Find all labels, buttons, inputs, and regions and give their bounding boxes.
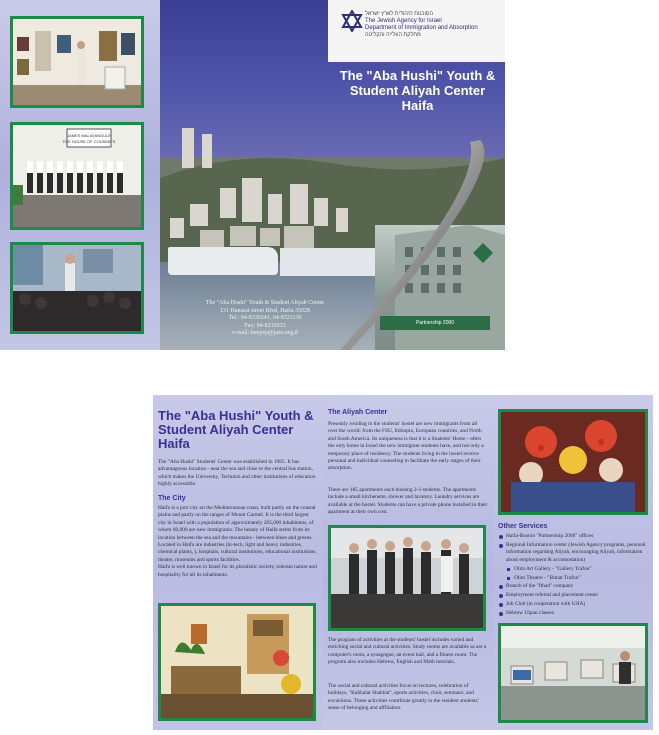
service-item: Hebrew Ulpan classes	[498, 610, 650, 617]
service-sub-item: Olim Art Gallery - "Gallery Trafon"	[498, 566, 650, 573]
contact-phone: Tel.: 04-8330241, 04-8321130	[228, 315, 302, 321]
cover-contact	[165, 300, 365, 338]
service-item: Branch of the "Ithad" company	[498, 583, 650, 590]
city-paragraph: Located in Haifa are industries (hi-tech, light and heavy industries, chemical plants, ), hospitals, cultural institutions, educational institutions, theater, museums and sports facilities.	[158, 542, 317, 563]
photo-audience-meeting	[10, 242, 144, 334]
inside-column-3	[493, 395, 653, 730]
city-heading: The City	[158, 495, 186, 502]
center-paragraph: The social and cultural activities focus on lectures, celebration of holidays, "Kabbalat Shabbat", sports activities, choir, seminars, and excursions. These activities contribute greatly to the resident students' sense of belonging and affiliation.	[328, 683, 479, 712]
outside-left-panel	[0, 0, 160, 350]
city-paragraph: Haifa is a port city on the Mediterranean coast, built partly on the coastal plains and partly on the ranges of Mount Carmel. It is the third largest city in Israel with a population of approximately 265,000 inhabitants, of whom 60,000 are new immigrants. The beauty of Haifa stems from its location between the sea and the mountains - between blues and greens.	[158, 505, 316, 541]
contact-email: e-mail: benyep@jazo.org.il	[232, 330, 298, 336]
photo-stage-performance	[10, 122, 144, 230]
contact-name: The "Aba Hushi" Youth & Student Aliyah Center	[205, 300, 325, 306]
city-section	[158, 505, 318, 579]
brochure-outside	[0, 0, 659, 350]
org-department-hebrew: מחלקת העלייה והקליטה	[365, 32, 421, 38]
service-item: Employment referral and placement center	[498, 592, 650, 599]
jewish-agency-logo-icon	[341, 10, 363, 32]
center-paragraph: The program of activities at the students' hostel includes varied and enriching social and cultural activities. Study rooms are available as are a computer's room, a synagogue, an event hall, and a fitness room. The program also includes Hebrew, English and Math tutorials.	[328, 637, 487, 666]
photo-clowns	[498, 409, 648, 515]
photo-art-gallery	[10, 16, 144, 108]
brochure-cover	[160, 0, 505, 350]
photo-computer-room	[498, 623, 648, 723]
svg-text:JAMES MALAYANGULE: JAMES MALAYANGULE	[67, 133, 111, 138]
center-paragraph: There are 185 apartments each housing 2-3 students. The apartments include a small kitchenette, shower and lavatory. Laundry services are available at the hostel. Students can have a private phone installed in their apartment at their own cost.	[328, 487, 488, 516]
brochure-inside	[153, 395, 653, 730]
ship-white	[168, 247, 278, 275]
services-list	[498, 533, 650, 619]
photo-fitness-room	[328, 525, 486, 631]
partnership-sign: Partnership 2000	[380, 316, 490, 330]
center-paragraph: Presently residing in the students' hostel are new immigrants from all over the world: from the FSU, Ethiopia, European countries, and North and South America. Its uniqueness is that it is a Students' Home - often the only home in Israel the new immigrant students have, and not only a temporary place of residency. The students living in the hostel receive personal and individual counseling to facilitate the early stages of their absorption.	[328, 421, 484, 472]
service-sub-item: Olim Theatre - "Bimat Trafon"	[498, 575, 650, 582]
aliyah-center-heading: The Aliyah Center	[328, 409, 388, 416]
inside-title: The "Aba Hushi" Youth & Student Aliyah Center Haifa	[158, 408, 314, 451]
org-department: Department of Immigration and Absorption	[365, 25, 478, 31]
intro-paragraph: The "Aba Hushi" Students' Center was established in 1965. It has advantageous location - near the sea and close to the central bus station, which makes the University, Technion and other institutions of education highly accessible.	[158, 459, 316, 488]
cover-title: The "Aba Hushi" Youth & Student Aliyah Center Haifa	[339, 68, 496, 113]
other-services-heading: Other Services	[498, 523, 548, 530]
org-english: The Jewish Agency for Israel	[365, 18, 442, 24]
inside-column-2	[323, 395, 493, 730]
service-item: Haifa-Boston "Partnership 2000" offices	[498, 533, 650, 540]
contact-fax: Fax: 04-8310533	[244, 322, 286, 329]
organization-name	[365, 11, 505, 39]
service-item: Regional Information center (Jewish Agency programs, personal information regarding Aliyah, encouraging Aliyah, information about employment & accomodation)	[498, 542, 650, 564]
photo-lounge-room	[158, 603, 316, 721]
org-hebrew: הסוכנות היהודית לארץ ישראל	[365, 11, 433, 17]
inside-column-1	[153, 395, 323, 730]
svg-text:THE HOUSE OF COUSINE'S: THE HOUSE OF COUSINE'S	[62, 139, 116, 144]
contact-address: 131 Hanassi street Blvd, Haifa 35028	[220, 307, 310, 314]
service-item: Job Club (in cooperation with UJIA)	[498, 601, 650, 608]
city-paragraph: Haifa is well known in Israel for its pluralistic society, tolerant nature and hospitality for all its inhabitants.	[158, 564, 317, 578]
